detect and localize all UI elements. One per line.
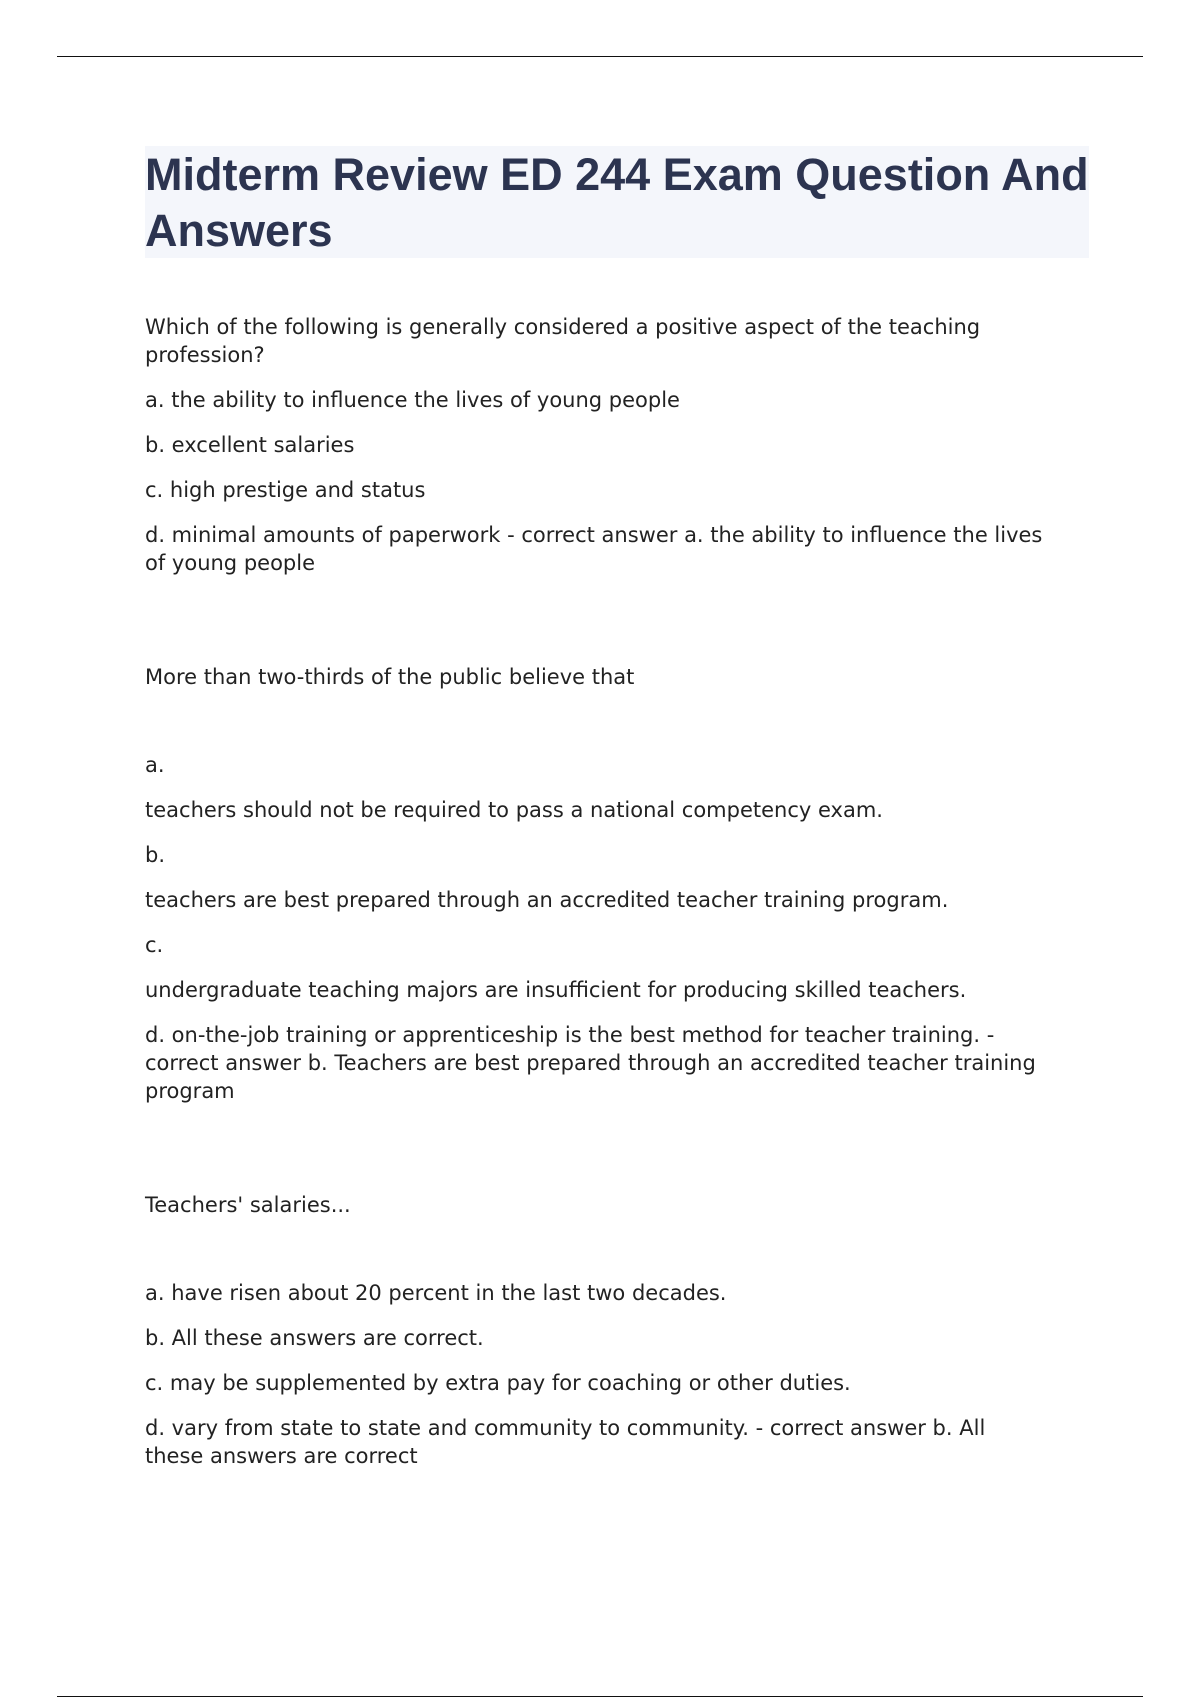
answer-line: c.: [145, 933, 164, 957]
bottom-rule: [57, 1696, 1143, 1697]
answer-line: a. the ability to influence the lives of young people: [145, 388, 680, 412]
question-stem: More than two-thirds of the public believe that: [145, 665, 635, 689]
question-list: [145, 313, 1045, 1556]
answer-line: b. excellent salaries: [145, 433, 355, 457]
top-rule: [57, 56, 1143, 57]
answer-line: teachers are best prepared through an accredited teacher training program.: [145, 888, 949, 912]
answer-line: b.: [145, 843, 166, 867]
question-2: [145, 663, 1045, 1105]
answer-line: b. All these answers are correct.: [145, 1326, 484, 1350]
page-title: Midterm Review ED 244 Exam Question And Answers: [145, 149, 1089, 256]
question-3: [145, 1191, 1045, 1470]
answer-line: teachers should not be required to pass a national competency exam.: [145, 798, 883, 822]
title-block: [145, 146, 1089, 258]
answer-line: c. high prestige and status: [145, 478, 426, 502]
answer-line: c. may be supplemented by extra pay for coaching or other duties.: [145, 1371, 851, 1395]
question-stem: Which of the following is generally considered a positive aspect of the teaching profession?: [145, 315, 981, 367]
question-stem: Teachers' salaries...: [145, 1193, 351, 1217]
answer-line: a.: [145, 753, 165, 777]
answer-line: d. vary from state to state and community to community. - correct answer b. All these answers are correct: [145, 1416, 986, 1468]
answer-line: d. minimal amounts of paperwork - correct answer a. the ability to influence the lives of young people: [145, 523, 1043, 575]
question-1: [145, 313, 1045, 577]
answer-line: a. have risen about 20 percent in the last two decades.: [145, 1281, 727, 1305]
answer-line: d. on-the-job training or apprenticeship is the best method for teacher training. - correct answer b. Teachers are best prepared through an accredited teacher training program: [145, 1023, 1036, 1103]
answer-line: undergraduate teaching majors are insufficient for producing skilled teachers.: [145, 978, 967, 1002]
